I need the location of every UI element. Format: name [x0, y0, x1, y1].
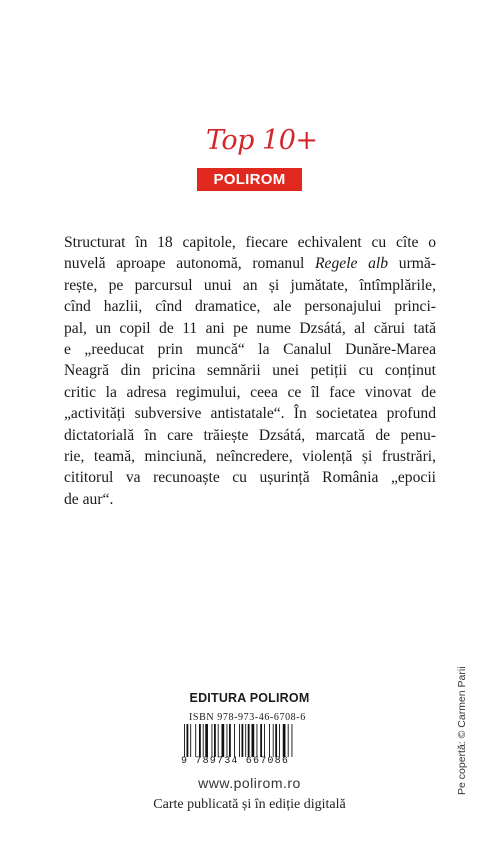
barcode-bar [279, 724, 280, 757]
barcode-bar [190, 724, 191, 757]
blurb-line: pal, un copil de 11 ani pe nume Dzsátá, al cărui tată [64, 319, 436, 337]
barcode-bar [229, 724, 231, 757]
barcode-bar [218, 724, 219, 757]
publisher-badge: POLIROM [197, 168, 302, 191]
barcode-bar [234, 724, 235, 757]
blurb-line: cînd hazlii, cînd dramatice, ale personajului princi- [64, 298, 436, 316]
barcode-bar [269, 724, 270, 757]
barcode-bar [199, 724, 201, 757]
blurb-line: de aur“. [64, 490, 114, 508]
barcode-bar [264, 724, 265, 757]
barcode-bar [203, 724, 204, 757]
series-logo-top10: Top 10+ [206, 125, 318, 156]
barcode-bar [222, 724, 225, 757]
blurb-line: cititorul va recunoaște cu ușurință România „epocii [64, 469, 436, 487]
blurb-line: critic la adresa regimului, ceea ce îl face vinovat de [64, 383, 436, 401]
barcode-bar [273, 724, 274, 757]
publisher-name: EDITURA POLIROM [189, 691, 310, 705]
cover-credit: Pe copertă: © Carmen Parii [456, 666, 468, 795]
blurb-line: e „reeducat prin muncă“ la Canalul Dunăre-Marea [64, 341, 436, 359]
barcode-bar [205, 724, 208, 757]
barcode-bar [283, 724, 286, 757]
barcode-bar [288, 724, 289, 757]
barcode-bar [239, 724, 240, 757]
barcode-bar [245, 724, 246, 757]
barcode-bar [195, 724, 196, 757]
barcode-bar [252, 724, 255, 757]
blurb-line: rie, teamă, minciună, neîncredere, violență și frustrări, [64, 448, 436, 466]
blurb-line: nuvelă aproape autonomă, romanul Regele alb urmă- [64, 255, 436, 273]
barcode-bar [292, 724, 293, 757]
blurb-line: rește, pe parcursul unui an și jumătate, întîmplările, [64, 276, 436, 294]
barcode-bar [184, 724, 185, 757]
barcode-image [183, 724, 333, 757]
barcode-bar [212, 724, 213, 757]
barcode-bar [248, 724, 250, 757]
blurb-line: dictatorială în care trăiește Dzsátá, marcată de penu- [64, 426, 436, 444]
barcode-bar [227, 724, 228, 757]
barcode-bar [260, 724, 262, 757]
barcode-bar [257, 724, 258, 757]
barcode-digits: 9 789734 667086 [181, 756, 290, 767]
barcode-bar [242, 724, 244, 757]
book-blurb [64, 232, 436, 510]
blurb-line: „activități subversive antistatale“. În societatea profund [64, 405, 436, 423]
book-title: Regele alb [315, 255, 389, 273]
barcode-bar [275, 724, 277, 757]
barcode-bar [187, 724, 189, 757]
publisher-website: www.polirom.ro [198, 775, 301, 791]
blurb-line: Structurat în 18 capitole, fiecare echivalent cu cîte o [64, 234, 436, 251]
isbn-text: ISBN 978-973-46-6708-6 [189, 712, 306, 723]
barcode-bar [214, 724, 216, 757]
digital-edition-note: Carte publicată și în ediție digitală [153, 797, 346, 812]
blurb-line: Neagră din pricina semnării unei petiții cu conținut [64, 362, 436, 380]
